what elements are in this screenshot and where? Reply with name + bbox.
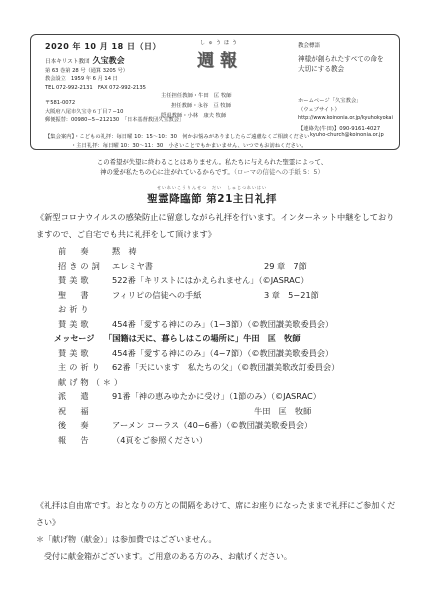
church-motto (298, 54, 384, 74)
order-label: 賛美歌 (58, 347, 92, 358)
order-text: エレミヤ書 (112, 260, 153, 271)
scripture-line: この希望が失望に終わることはありません。私たちに与えられた聖霊によって、 (96, 158, 328, 166)
order-label: 主の祈り (58, 362, 103, 372)
homepage-link[interactable]: http://www.koinonia.or.jp/kyuhokyokai (298, 115, 393, 121)
issue-date: 2020 年 10 月 18 日（日） (45, 42, 161, 51)
order-detail: 29 章 7節 (264, 260, 307, 271)
order-row (58, 348, 398, 363)
order-text: アーメン コーラス（40−6番）（©教団讃美歌委員会） (112, 420, 313, 430)
contact-email[interactable]: kyuho-church@koinonia.or.jp (310, 132, 384, 138)
order-row (58, 261, 398, 276)
order-text: （4頁をご参照ください） (112, 434, 208, 445)
order-row (58, 275, 398, 290)
order-row (58, 304, 398, 319)
service-title: 聖霊降臨節 第21主日礼拝 (147, 193, 277, 205)
order-label: 献げ物（＊） (58, 376, 126, 387)
order-row (54, 333, 398, 348)
order-text: フィリピの信徒への手紙 (112, 289, 202, 300)
order-text: 「国籍は天に、暮らしはこの場所に」牛田 匡 牧師 (104, 333, 301, 343)
service-title-ruby: せいれいこうりんせつ だい しゅじつれいはい (157, 185, 267, 190)
order-label: メッセージ (54, 333, 95, 343)
order-detail: 牛田 匡 牧師 (254, 405, 312, 416)
order-text: 454番「愛する神にのみ」（4−7節）（©教団讃美歌委員会） (112, 347, 334, 358)
note-item: ＊「献げ物（献金）」は参加費ではございません。 (36, 535, 217, 544)
address-block (45, 99, 184, 125)
homepage-label (298, 97, 361, 115)
order-label: 前 奏 (58, 246, 92, 256)
order-text: 91番「神の恵みゆたかに受け」（1節のみ）（©JASRAC） (112, 391, 321, 401)
meeting-info (45, 133, 309, 150)
order-row (58, 420, 398, 435)
meeting-line: ・主日礼拝：毎日曜 10：30～11：30 小さいことでもかまいません、いつでもお訪ねください。 (71, 142, 307, 149)
note-item: 《礼拝は自由席です。おとなりの方との間隔をあけて、席にお座りになったままで礼拝にご参加ください》 (36, 501, 396, 527)
scripture-line-2 (0, 168, 424, 178)
order-label: 賛美歌 (58, 318, 92, 329)
order-row (58, 246, 398, 261)
order-row (58, 362, 398, 377)
postal-transfer: 郵便振替：00980−5−212130 「日本基督教団久宝教会」 (45, 117, 185, 124)
meeting-line: 【集会案内】・こどもの礼拝：毎日曜 10：15～10：30 何かお悩みがありましたらご遠慮なくご相談ください (45, 134, 310, 140)
order-text: 522番「キリストにはかえられません」（©JASRAC） (112, 275, 309, 285)
order-label: お祈り (58, 304, 92, 314)
order-detail: 3 章 5−21節 (264, 289, 319, 300)
order-row (58, 406, 398, 421)
homepage-sub: （ウェブサイト） (298, 107, 340, 113)
order-row (58, 391, 398, 406)
order-row (58, 377, 398, 392)
service-notes (36, 497, 398, 565)
order-row (58, 435, 398, 450)
order-label: 報 告 (58, 434, 92, 445)
motto-line: 大切にする教会 (298, 65, 345, 73)
order-label: 聖 書 (58, 289, 92, 300)
founded-date: 教会設立 1959 年 6 月 14 日 (45, 76, 118, 82)
order-label: 賛美歌 (58, 275, 92, 285)
issue-number: 第 63 巻第 28 号（通算 3205 号） (45, 68, 128, 74)
denomination: 日本キリスト教団 (45, 59, 90, 65)
order-label: 祝 福 (58, 405, 92, 416)
contact-phone: 【連絡先(牛田)】090-9161-4027 (298, 126, 381, 132)
scripture-reference: （ローマの信徒への手紙 5：5） (233, 168, 324, 176)
pastor-item: 主任担任教師・牛田 匡 牧師 (161, 93, 232, 99)
phone-fax: TEL 072-992-2131 FAX 072-992-2135 (45, 85, 146, 91)
pastor-item: 担任教師・永谷 亘 牧師 (171, 103, 231, 109)
order-label: 招きの詞 (58, 260, 103, 271)
street-address: 大阪府八尾市久宝寺６丁目７−10 (45, 108, 124, 115)
order-label: 後 奏 (58, 420, 92, 430)
postal-code: 〒581-0072 (45, 100, 76, 106)
homepage-title: ホームページ「久宝教会」 (298, 98, 362, 104)
service-intro: 《新型コロナウイルスの感染防止に留意しながら礼拝を行います。インターネット中継をしておりますので、ご自宅でも共に礼拝をして頂けます》 (36, 212, 395, 239)
logo-title: 週報 (197, 51, 243, 71)
order-row (58, 319, 398, 334)
motto-line: 神様が創られたすべての命を (298, 55, 384, 63)
order-of-service (54, 246, 398, 449)
logo-ruby: しゅうほう (199, 40, 240, 46)
motto-heading: 教会標語 (298, 43, 321, 49)
church-name: 久宝教会 (92, 56, 125, 65)
order-text: 62番「天にいます 私たちの父」（©教団讃美歌改訂委員会） (112, 362, 340, 372)
order-text: 454番「愛する神にのみ」（1−3節）（©教団讃美歌委員会） (112, 318, 334, 329)
pastor-item: 隠退教師・小林 康夫 牧師 (161, 113, 227, 119)
order-text: 黙 祷 (112, 246, 137, 256)
header-box (30, 34, 400, 150)
order-row (58, 290, 398, 305)
scripture-text: 神の愛が私たちの心に注がれているからです。 (100, 168, 234, 176)
bulletin-logo (197, 39, 243, 71)
note-item: 受付に献金箱がございます。ご用意のある方のみ、お献げください。 (36, 552, 292, 561)
order-label: 派 遣 (58, 391, 92, 401)
church-name-line (45, 55, 125, 66)
